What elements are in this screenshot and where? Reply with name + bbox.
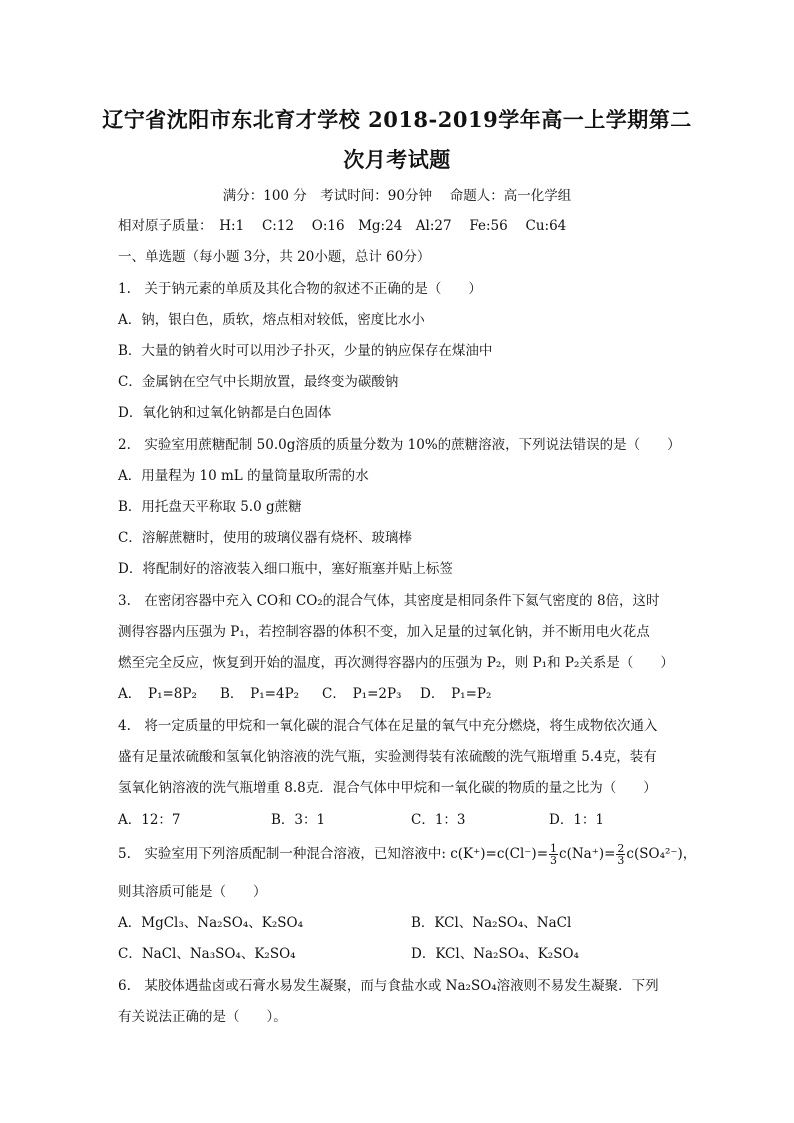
q3-option-b: B． P₁=4P₂ [220, 686, 300, 702]
q5-stem-text-c: c(SO₄²⁻)， [626, 846, 697, 862]
q5-fraction-2 [616, 843, 625, 866]
q5-option-d: D．KCl、Na₂SO₄、K₂SO₄ [411, 946, 579, 962]
exam-title-line1: 辽宁省沈阳市东北育才学校 2018-2019学年高一上学期第二 [102, 107, 692, 132]
q5-fraction-2-numerator: 2 [617, 842, 625, 855]
q3-option-d: D． P₁=P₂ [420, 686, 492, 702]
q2-option-a: A．用量程为 10 mL 的量筒量取所需的水 [118, 468, 369, 484]
q5-stem-line1 [118, 843, 696, 866]
q2-stem: 2. 实验室用蔗糖配制 50.0g溶质的质量分数为 10%的蔗糖溶液，下列说法错误的是（ ） [118, 437, 681, 453]
q1-option-b: B．大量的钠着火时可以用沙子扑灭，少量的钠应保存在煤油中 [118, 343, 493, 359]
q3-option-a: A． P₁=8P₂ [118, 686, 197, 702]
q3-stem-line2: 测得容器内压强为 P₁，若控制容器的体积不变，加入足量的过氧化钠，并不断用电火花点 [118, 624, 650, 640]
q5-stem-text-b: c(Na⁺)= [559, 846, 616, 862]
q5-fraction-1 [549, 843, 558, 866]
q2-option-d: D．将配制好的溶液装入细口瓶中，塞好瓶塞并贴上标签 [118, 561, 453, 577]
q3-stem-line1: 3. 在密闭容器中充入 CO和 CO₂的混合气体，其密度是相同条件下氦气密度的 8倍，这时 [118, 593, 660, 609]
q4-options [118, 810, 604, 830]
q4-option-b: B．3：1 [271, 812, 326, 828]
exam-info: 满分：100 分 考试时间：90分钟 命题人：高一化学组 [222, 188, 572, 204]
q2-option-b: B．用托盘天平称取 5.0 g蔗糖 [118, 499, 302, 515]
q4-stem-line1: 4. 将一定质量的甲烷和一氧化碳的混合气体在足量的氧气中充分燃烧，将生成物依次通入 [118, 718, 658, 734]
q5-fraction-1-denominator: 3 [550, 854, 558, 867]
q5-option-a: A．MgCl₃、Na₂SO₄、K₂SO₄ [118, 915, 303, 931]
q1-stem: 1. 关于钠元素的单质及其化合物的叙述不正确的是（ ） [118, 281, 482, 297]
q2-option-c: C．溶解蔗糖时，使用的玻璃仪器有烧杯、玻璃棒 [118, 530, 412, 546]
q3-stem-line3: 燃至完全反应，恢复到开始的温度，再次测得容器内的压强为 P₂，则 P₁和 P₂关系是（ ） [118, 655, 674, 671]
q5-stem-line2: 则其溶质可能是（ ） [118, 884, 267, 900]
q5-options-row1 [118, 913, 572, 933]
q4-option-c: C．1：3 [411, 812, 466, 828]
q1-option-d: D．氧化钠和过氧化钠都是白色固体 [118, 405, 332, 421]
q4-option-d: D．1：1 [549, 812, 605, 828]
q5-option-b: B．KCl、Na₂SO₄、NaCl [411, 915, 572, 931]
q6-stem-line2: 有关说法正确的是（ ）。 [118, 1009, 287, 1025]
q6-stem-line1: 6. 某胶体遇盐卤或石膏水易发生凝聚，而与食盐水或 Na₂SO₄溶液则不易发生凝聚．下列 [118, 978, 659, 994]
q1-option-c: C．金属钠在空气中长期放置，最终变为碳酸钠 [118, 374, 399, 390]
q3-option-c: C． P₁=2P₃ [322, 686, 402, 702]
q4-stem-line2: 盛有足量浓硫酸和氢氧化钠溶液的洗气瓶，实验测得装有浓硫酸的洗气瓶增重 5.4克，装有 [118, 749, 657, 765]
exam-title-line2: 次月考试题 [343, 147, 451, 172]
q5-fraction-1-numerator: 1 [550, 842, 558, 855]
q5-stem-text-a: 5. 实验室用下列溶质配制一种混合溶液，已知溶液中: c(K⁺)=c(Cl⁻)= [118, 846, 549, 862]
q3-options [118, 684, 491, 704]
q4-stem-line3: 氢氧化钠溶液的洗气瓶增重 8.8克．混合气体中甲烷和一氧化碳的物质的量之比为（ ） [118, 780, 657, 796]
q4-option-a: A．12：7 [118, 812, 181, 828]
q1-option-a: A．钠，银白色，质软，熔点相对较低，密度比水小 [118, 312, 425, 328]
q5-options-row2 [118, 944, 579, 964]
q5-fraction-2-denominator: 3 [617, 854, 625, 867]
section-heading: 一、单选题（每小题 3分，共 20小题，总计 60分） [118, 249, 431, 265]
q5-option-c: C．NaCl、Na₃SO₄、K₂SO₄ [118, 946, 296, 962]
atomic-masses: 相对原子质量： H:1 C:12 O:16 Mg:24 Al:27 Fe:56 Cu:64 [118, 218, 567, 234]
